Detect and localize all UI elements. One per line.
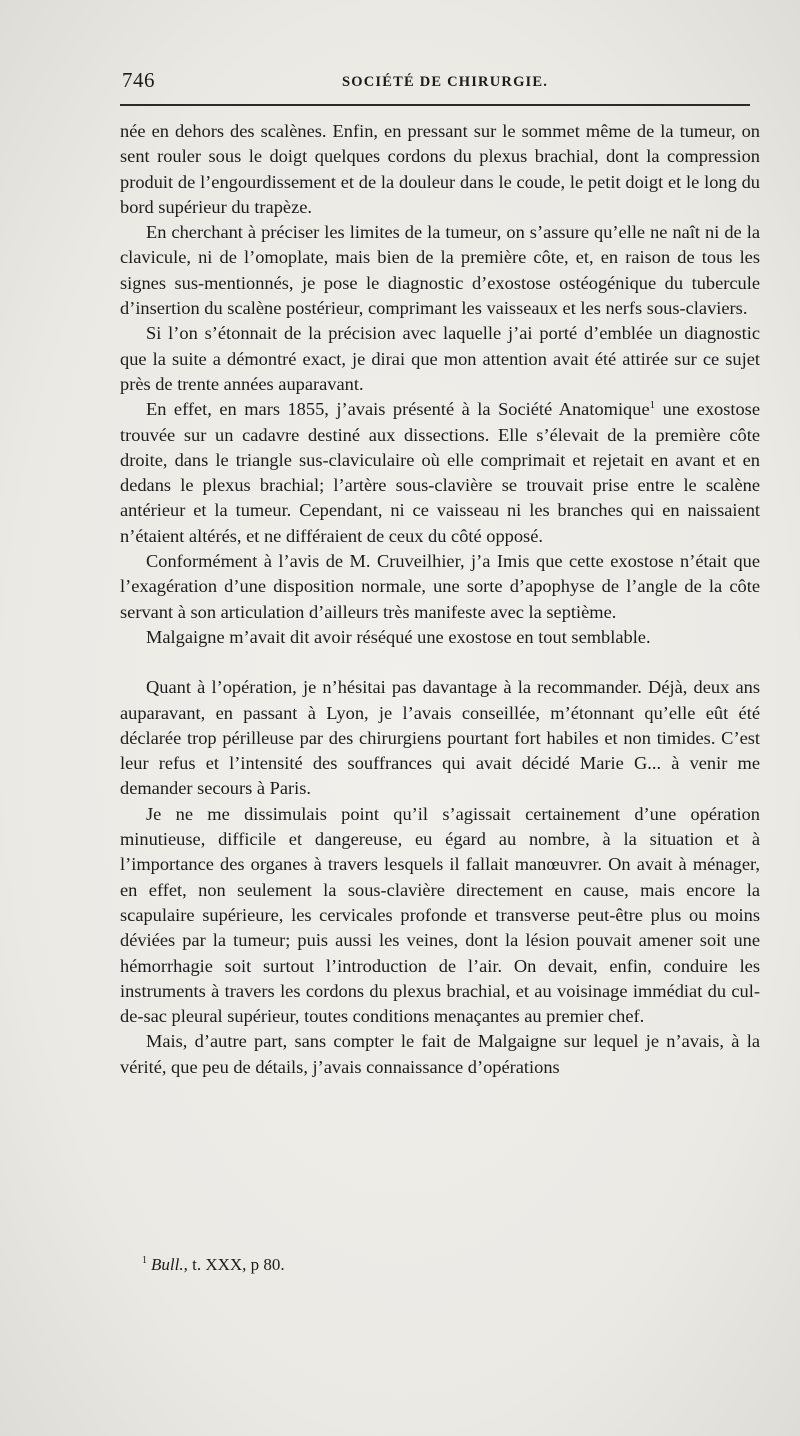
paragraph: Quant à l’opération, je n’hésitai pas davantage à la recommander. Déjà, deux ans auparavant, en passant à Lyon, je l’avais conseillée, m’étonnant qu’elle eût été déclarée trop périlleuse par des chirurgiens pourtant fort habiles et non timides. C’est leur refus et l’intensité des souffrances qui avait décidé Marie G... à venir me demander secours à Paris. <box>120 677 760 799</box>
footnote-mark: 1 <box>142 1255 147 1267</box>
paragraph: née en dehors des scalènes. Enfin, en pressant sur le sommet même de la tumeur, on sent rouler sous le doigt quelques cordons du plexus brachial, dont la compression produit de l’engourdissement et de la douleur dans le coude, le petit doigt et le long du bord supérieur du trapèze. <box>120 121 760 217</box>
body-text <box>120 119 760 1080</box>
paragraph: Conformément à l’avis de M. Cruveilhier, j’a Imis que cette exostose n’était que l’exagération d’une disposition normale, une sorte d’apophyse de l’angle de la côte servant à son articulation d’ailleurs très manifeste avec la septième. <box>120 551 760 622</box>
footnote <box>142 1254 742 1276</box>
footnote-source: Bull. <box>151 1255 184 1274</box>
paragraph: En cherchant à préciser les limites de la tumeur, on s’assure qu’elle ne naît ni de la clavicule, ni de l’omoplate, mais bien de la première côte, et, en raison de tous les signes sus-mentionnés, je pose le diagnostic d’exostose ostéogénique du tubercule d’insertion du scalène postérieur, comprimant les vaisseaux et les nerfs sous-claviers. <box>120 222 760 319</box>
paragraph-with-footnote <box>120 397 760 549</box>
paragraph: Malgaigne m’avait dit avoir réséqué une exostose en tout semblable. <box>146 626 651 647</box>
footnote-reference-text: , t. XXX, p 80. <box>183 1255 285 1274</box>
paragraph-text: une exostose trouvée sur un cadavre destiné aux dissections. <box>120 399 760 445</box>
paragraph: Je ne me dissimulais point qu’il s’agissait certainement d’une opération minutieuse, difficile et dangereuse, eu égard au nombre, à la situation et à l’importance des organes à travers lesquels il fallait manœuvrer. On avait à ménager, en effet, non seulement la sous-clavière directement en cause, mais encore la scapulaire supérieure, les cervicales profonde et transverse peut-être plus ou moins déviées par la tumeur; puis aussi les veines, dont la lésion pouvait amener soit une hémorrhagie soit surtout l’introduction de l’air. On devait, enfin, conduire les instruments à travers les cordons du plexus brachial, et au voisinage immédiat du cul-de-sac pleural supérieur, toutes conditions menaçantes au premier chef. <box>120 803 760 1027</box>
page-header <box>120 60 750 96</box>
running-head: SOCIÉTÉ DE CHIRURGIE. <box>342 74 549 90</box>
paragraph-text: En effet, en mars 1855, j’avais présenté à la Société Anatomique <box>146 399 650 420</box>
page-number: 746 <box>122 68 155 92</box>
paragraph-text: Elle s’élevait de la première côte droite, dans le triangle sus-claviculaire où elle comprimait et rejetait en avant et en dedans le plexus brachial; l’artère sous-clavière se trouvait prise entre le scalène antérieur et la tumeur. Cependant, ni ce vaisseau ni les branches qui en naissaient n’étaient altérés, et ne différaient de ceux du côté opposé. <box>120 424 760 546</box>
header-rule <box>120 104 750 106</box>
footnote-reference: 1 <box>649 399 656 412</box>
paragraph: Si l’on s’étonnait de la précision avec laquelle j’ai porté d’emblée un diagnostic que la suite a démontré exact, je dirai que mon attention avait été attirée sur ce sujet près de trente années auparavant. <box>120 323 760 394</box>
paragraph: Mais, d’autre part, sans compter le fait de Malgaigne sur lequel je n’avais, à la vérité, que peu de détails, j’avais connaissance d’opérations <box>120 1031 760 1077</box>
